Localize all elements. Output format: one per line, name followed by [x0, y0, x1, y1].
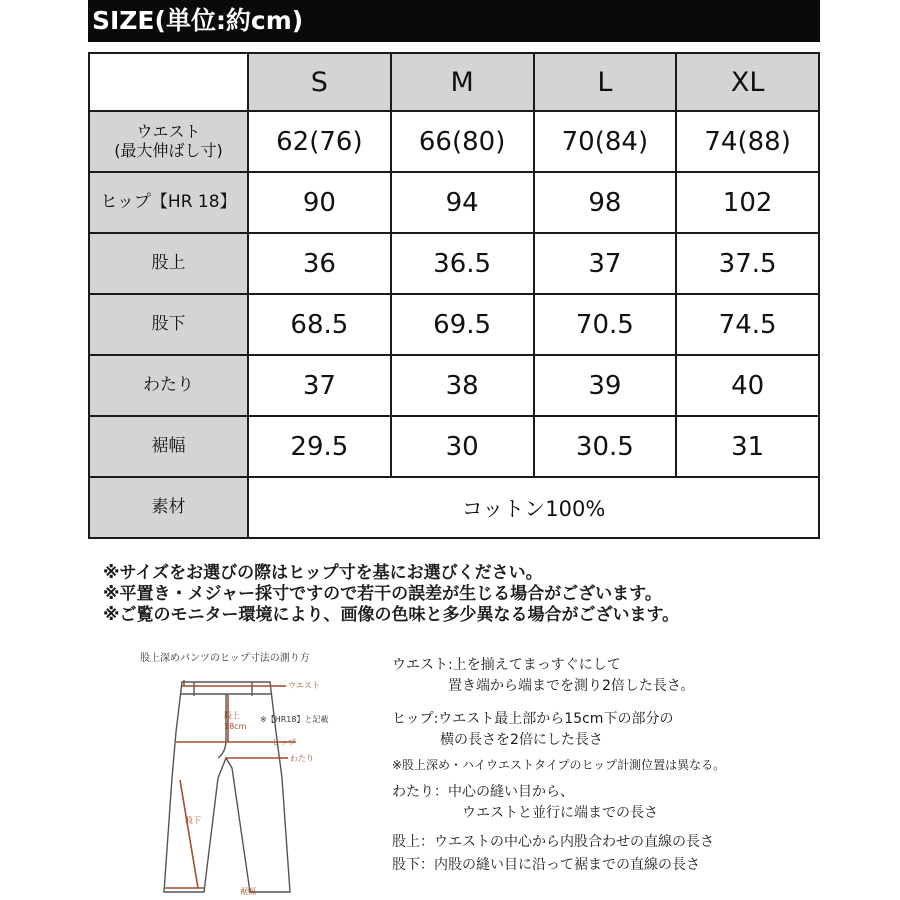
- table-cell: 37: [534, 233, 677, 294]
- measurement-diagram: [100, 640, 380, 900]
- table-cell: 37.5: [676, 233, 819, 294]
- row-label-hip: ヒップ【HR 18】: [89, 172, 248, 233]
- definition-rise: 股上：ウエストの中心から内股合わせの直線の長さ: [392, 834, 714, 850]
- table-corner-cell: [89, 53, 248, 111]
- pants-illustration: [100, 640, 380, 900]
- row-label-waist-line2: (最大伸ばし寸): [114, 140, 223, 160]
- table-cell: 38: [391, 355, 534, 416]
- table-cell: 29.5: [248, 416, 391, 477]
- definition-thigh: [392, 782, 822, 824]
- column-header-l: L: [534, 53, 677, 111]
- table-cell: 102: [676, 172, 819, 233]
- table-row-hip: [89, 172, 819, 233]
- diagram-label-rise: 股上: [224, 711, 240, 720]
- table-cell: 30: [391, 416, 534, 477]
- row-label-waist: [89, 111, 248, 172]
- table-cell: 69.5: [391, 294, 534, 355]
- diagram-label-thigh: わたり: [290, 754, 314, 763]
- table-row-rise: [89, 233, 819, 294]
- diagram-label-inseam: 股下: [185, 816, 201, 825]
- definition-hip-line2: 横の長さを2倍にした長さ: [440, 732, 603, 748]
- table-row-waist: [89, 111, 819, 172]
- column-header-xl: XL: [676, 53, 819, 111]
- table-cell: 74.5: [676, 294, 819, 355]
- table-cell: 37: [248, 355, 391, 416]
- table-cell: 36: [248, 233, 391, 294]
- table-cell: 74(88): [676, 111, 819, 172]
- table-cell: 94: [391, 172, 534, 233]
- table-row-inseam: [89, 294, 819, 355]
- table-cell: 90: [248, 172, 391, 233]
- table-cell: 30.5: [534, 416, 677, 477]
- table-cell: 70.5: [534, 294, 677, 355]
- diagram-hr-note: ※【HR18】と記載: [260, 715, 329, 724]
- size-notes: [103, 563, 823, 626]
- row-label-thigh: わたり: [89, 355, 248, 416]
- definition-hip-note: ※股上深め・ハイウエストタイプのヒップ計測位置は異なる。: [392, 758, 726, 772]
- size-table: [88, 52, 820, 539]
- diagram-label-hem: 裾幅: [240, 887, 256, 896]
- table-cell: 70(84): [534, 111, 677, 172]
- row-label-material: 素材: [89, 477, 248, 538]
- definition-waist-line1: ウエスト:上を揃えてまっすぐにして: [392, 657, 621, 673]
- definition-hip-line1: ヒップ:ウエスト最上部から15cm下の部分の: [392, 711, 674, 727]
- table-cell: 62(76): [248, 111, 391, 172]
- definition-thigh-line1: わたり：中心の縫い目から、: [392, 784, 574, 800]
- measurement-definitions: [392, 655, 822, 876]
- table-row-thigh: [89, 355, 819, 416]
- diagram-label-rise-cm: 18cm: [224, 722, 247, 731]
- size-title: SIZE(単位:約cm): [92, 6, 304, 35]
- size-header-row: [89, 53, 819, 111]
- table-cell: 40: [676, 355, 819, 416]
- row-label-waist-line1: ウエスト: [136, 122, 201, 142]
- note-line: ※平置き・メジャー採寸ですので若干の誤差が生じる場合がございます。: [103, 584, 662, 604]
- table-cell: 31: [676, 416, 819, 477]
- definition-waist-line2: 置き端から端までを測り2倍した長さ。: [448, 678, 695, 694]
- table-row-hem: [89, 416, 819, 477]
- definition-thigh-line2: ウエストと並行に端までの長さ: [462, 805, 658, 821]
- row-label-hem: 裾幅: [89, 416, 248, 477]
- row-label-rise: 股上: [89, 233, 248, 294]
- note-line: ※ご覧のモニター環境により、画像の色味と多少異なる場合がございます。: [103, 605, 680, 625]
- table-cell: 39: [534, 355, 677, 416]
- column-header-s: S: [248, 53, 391, 111]
- material-value: コットン100%: [248, 477, 819, 538]
- column-header-m: M: [391, 53, 534, 111]
- note-line: ※サイズをお選びの際はヒップ寸を基にお選びください。: [103, 563, 543, 583]
- table-cell: 66(80): [391, 111, 534, 172]
- diagram-title: 股上深めパンツのヒップ寸法の測り方: [140, 653, 310, 664]
- definition-waist: [392, 655, 822, 697]
- definition-hip: [392, 709, 822, 751]
- table-row-material: [89, 477, 819, 538]
- table-cell: 36.5: [391, 233, 534, 294]
- definition-inseam: 股下：内股の縫い目に沿って裾までの直線の長さ: [392, 857, 700, 873]
- size-header: [88, 0, 820, 42]
- diagram-label-hip: ヒップ: [272, 738, 296, 747]
- diagram-label-waist: ウエスト: [288, 681, 320, 690]
- row-label-inseam: 股下: [89, 294, 248, 355]
- table-cell: 98: [534, 172, 677, 233]
- table-cell: 68.5: [248, 294, 391, 355]
